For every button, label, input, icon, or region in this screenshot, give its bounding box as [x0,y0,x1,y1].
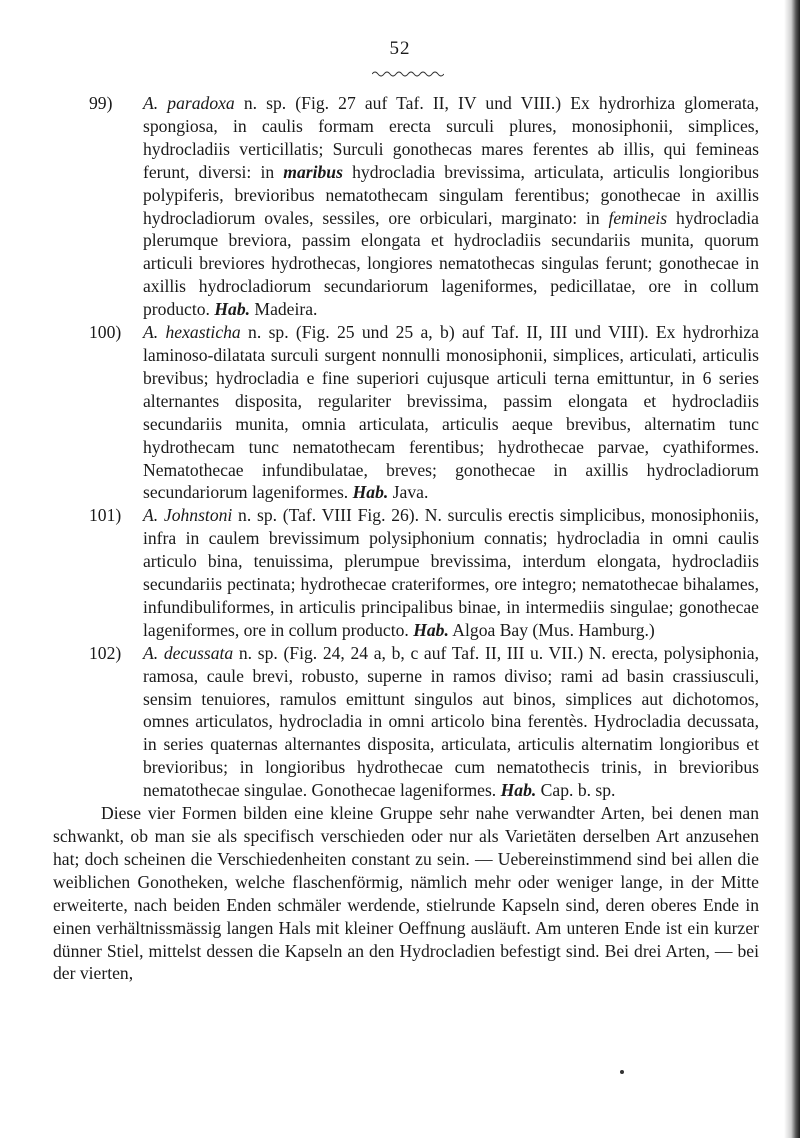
genus-abbrev: A. [143,505,159,526]
page-edge-shadow [784,0,800,1138]
entry-number: 99) [89,93,113,113]
entry-body: n. sp. (Taf. VIII Fig. 26). N. surculis erectis simplicibus, monosiphoniis, infra in caulem brevissimum polysiphonium connatis; hydrocladia in omni caulis articulo bina, tenuissima, plerumpue brevissima, interdum elongata, hydrocladiis secundariis pectinata; hydrothecae crateriformes, ore integro; nematothecae bihalames, infundibuliformes, in articulis principalibus binae, in intermediis singulae; gonothecae lageniformes, ore in collum producto. [143,505,759,640]
habitat-label: Hab. [214,299,251,320]
entry-number: 101) [89,505,122,526]
entry-text [143,321,759,504]
print-speck [620,1070,624,1074]
decorative-wave-rule [372,69,444,79]
species-entry-100 [53,321,759,504]
entry-body: Java. [388,482,429,503]
discussion-paragraph: Diese vier Formen bilden eine kleine Gruppe sehr nahe verwandter Arten, bei denen man schwankt, ob man sie als specifisch verschieden oder nur als Varietäten derselben Art anzusehen hat; doch scheinen die Verschiedenheiten constant zu sein. — Uebereinstimmend sind bei allen die weiblichen Gonotheken, welche flaschenförmig, nämlich mehr oder weniger lange, in der Mitte erweiterte, nach beiden Enden schmäler werdende, stielrunde Kapseln sind, deren oberes Ende in einen verhältnissmässig langen Hals mit kleiner Oeffnung ausläuft. Am unteren Ende ist ein kurzer dünner Stiel, mittelst dessen die Kapseln an den Hydrocladien befestigt sind. Bei drei Arten, — bei der vierten, [53,803,759,984]
page-content [53,92,759,985]
emphasis-term: femineis [608,207,668,228]
species-name: Johnstoni [163,505,233,526]
entry-number: 100) [89,322,122,343]
habitat-label: Hab. [500,780,537,801]
emphasis-term: maribus [283,161,343,182]
species-entry-102 [53,642,759,802]
page-number: 52 [389,38,411,59]
entry-body: n. sp. (Fig. 25 und 25 a, b) auf Taf. II, III und VIII). Ex hydrorhiza laminoso-dilatata surculi surgent nonnulli monosiphonii, simplices, articulati, articulis brevibus; hydrocladia e fine superiori cujusque articuli terna emittuntur, in 6 series alternantes disposita, regulariter brevissima, passim elongata et hydrocladiis secundariis munita, omnia articulata, articulis aeque brevibus, alternatim tunc hydrothecam tunc nematothecam ferentibus; hydrothecae parvae, cyathiformes. Nematothecae infundibulatae, breves; gonothecae in axillis hydrocladiorum secundariorum lageniformes. [143,322,759,503]
entry-body: n. sp. (Fig. 27 auf Taf. II, IV und VIII.) Ex hydrorhiza glomerata, spongiosa, in caulis formam erecta surculi plures, monosiphonii, simplices, hydrocladiis verticillatis; Surculi gonothecas mares ferentes ab illis, qui femineas ferunt, diversi: in [143,93,759,182]
entry-number: 102) [89,642,122,663]
habitat-label: Hab. [413,619,449,640]
entry-text [143,92,759,321]
entry-text [143,642,759,802]
entry-body: Madeira. [250,299,318,320]
entry-body: hydrocladia brevissima, articulata, articulis longioribus polypiferis, brevioribus nematothecam singulam ferentibus; gonothecae in axillis hydrocladiorum ovales, sessiles, ore orbiculari, marginato: in [143,161,759,228]
species-entry-99 [53,92,759,321]
genus-abbrev: A. [143,93,159,113]
species-entry-101 [53,504,759,641]
species-name: decussata [163,642,234,663]
species-name: hexasticha [165,322,241,343]
entry-body: Cap. b. sp. [536,780,616,801]
genus-abbrev: A. [143,642,159,663]
genus-abbrev: A. [143,322,159,343]
entry-body: hydrocladia plerumque breviora, passim elongata et hydrocladiis secundariis munita, quorum articuli breviores hydrothecas, longiores nematothecas singulas ferunt; gonothecae in axillis hydrocladiorum secundariorum lageniformes, pedicillatae, ore in collum producto. [143,207,759,320]
entry-body: Algoa Bay (Mus. Hamburg.) [448,619,655,640]
entry-body: n. sp. (Fig. 24, 24 a, b, c auf Taf. II, III u. VII.) N. erecta, polysiphonia, ramosa, caule brevi, robusto, superne in ramos diviso; rami ad basin crassiusculi, sensim tenuiores, ramulos emittunt singulos aut binos, simplices aut dichotomos, omnes articulatos, hydrocladia in omni articolo bina ferentès. Hydrocladia decussata, in series quaternas alternantes disposita, articulata, articulis alternatim longioribus et brevioribus; in longioribus hydrothecae cum nematothecis trinis, in brevioribus nematothecae singulae. Gonothecae lageniformes. [143,642,759,801]
species-name: paradoxa [167,93,235,113]
habitat-label: Hab. [352,482,389,503]
entry-text [143,504,759,641]
